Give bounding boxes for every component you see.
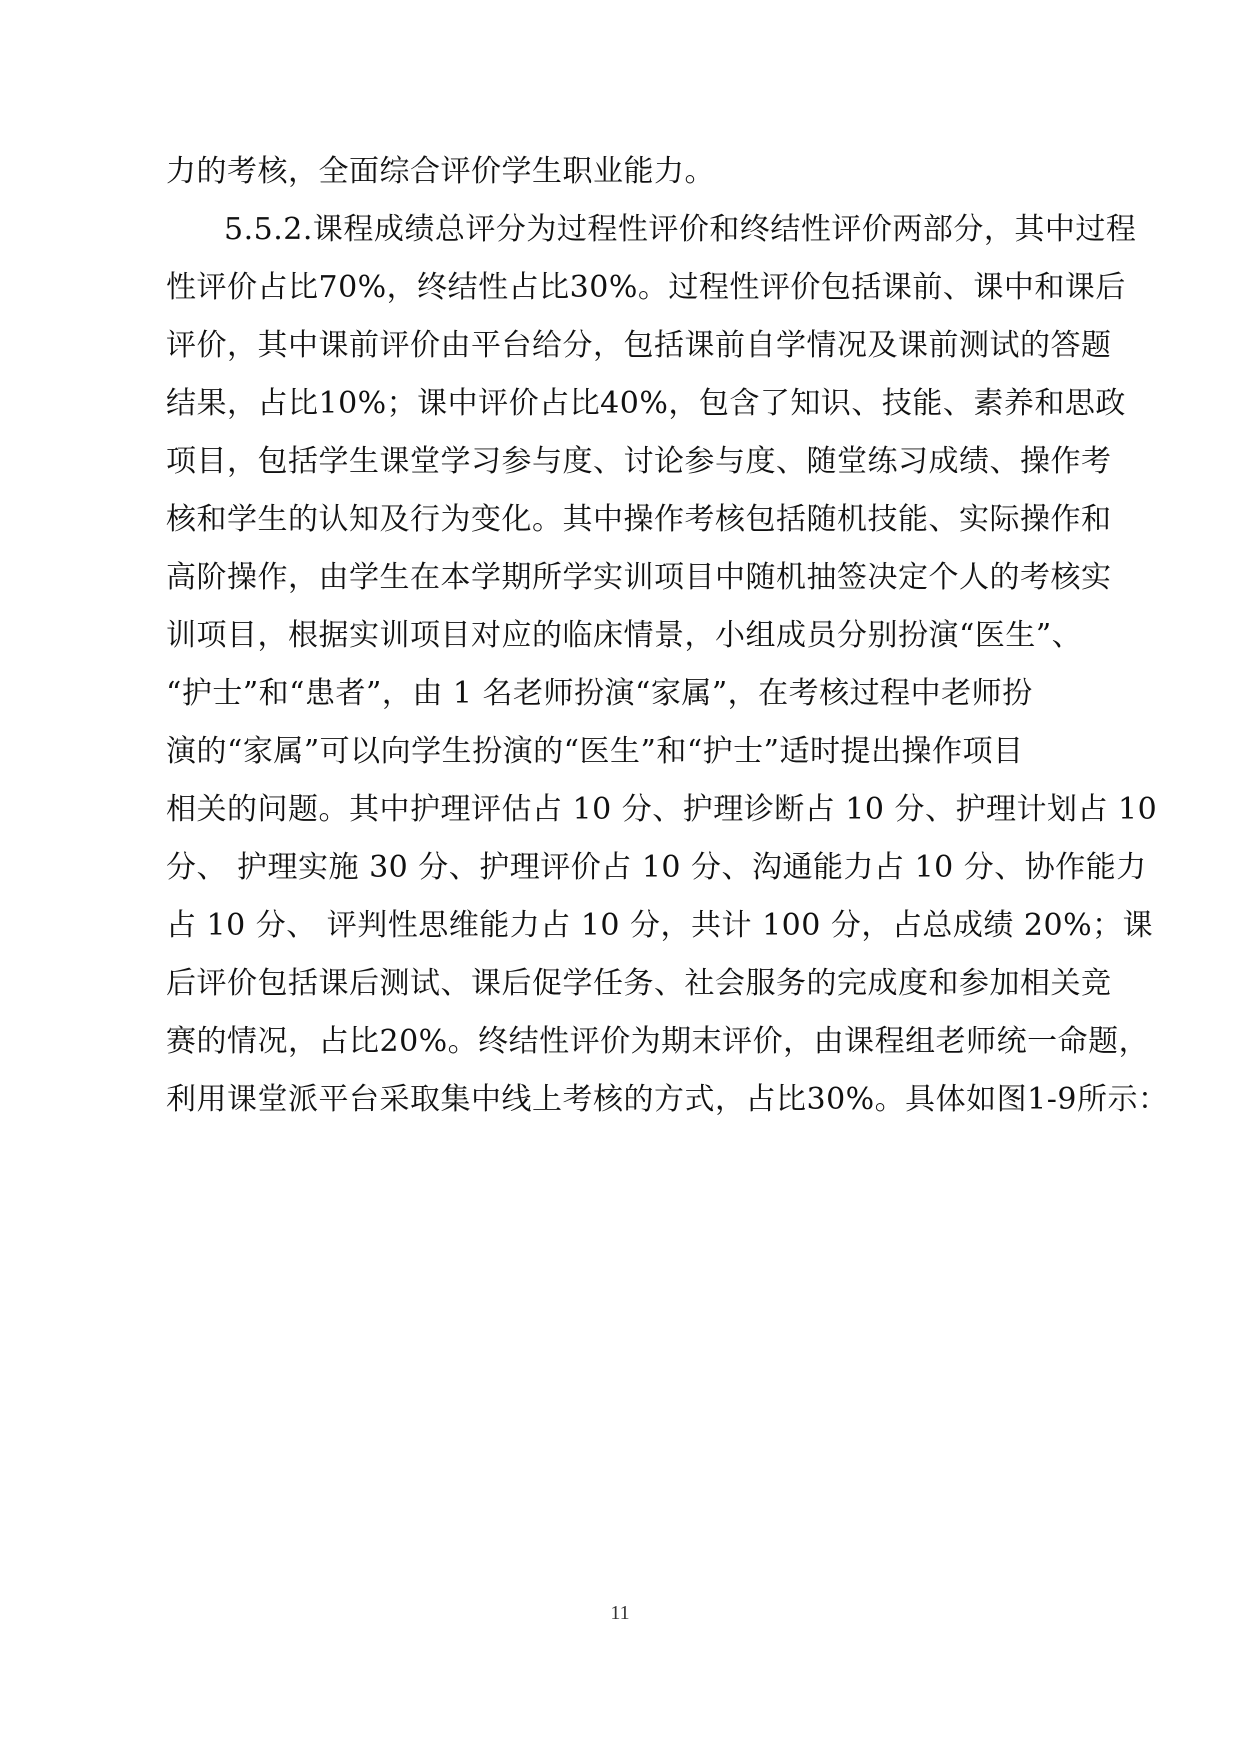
paragraph-start-line: 5.5.2.课程成绩总评分为过程性评价和终结性评价两部分，其中过程 — [224, 212, 1137, 247]
text-line: 赛的情况，占比20%。终结性评价为期末评价，由课程组老师统一命题， — [166, 1024, 1150, 1059]
text-line: 高阶操作，由学生在本学期所学实训项目中随机抽签决定个人的考核实 — [166, 560, 1112, 595]
text-line: 性评价占比70%，终结性占比30%。过程性评价包括课前、课中和课后 — [166, 270, 1126, 305]
text-line: 训项目，根据实训项目对应的临床情景，小组成员分别扮演“医生”、 — [166, 618, 1083, 653]
text-line: 项目，包括学生课堂学习参与度、讨论参与度、随堂练习成绩、操作考 — [166, 444, 1112, 479]
text-line: 分、 护理实施 30 分、护理评价占 10 分、沟通能力占 10 分、协作能力 — [166, 850, 1147, 885]
text-line: 核和学生的认知及行为变化。其中操作考核包括随机技能、实际操作和 — [166, 502, 1112, 537]
text-line: 占 10 分、 评判性思维能力占 10 分，共计 100 分，占总成绩 20%；课 — [166, 908, 1154, 943]
text-line: 后评价包括课后测试、课后促学任务、社会服务的完成度和参加相关竞 — [166, 966, 1112, 1001]
text-line: 评价，其中课前评价由平台给分，包括课前自学情况及课前测试的答题 — [166, 328, 1112, 363]
text-line: 利用课堂派平台采取集中线上考核的方式，占比30%。具体如图1-9所示： — [166, 1082, 1169, 1117]
text-line: 结果，占比10%；课中评价占比40%，包含了知识、技能、素养和思政 — [166, 386, 1126, 421]
text-line: 力的考核，全面综合评价学生职业能力。 — [166, 154, 715, 189]
text-line: 相关的问题。其中护理评估占 10 分、护理诊断占 10 分、护理计划占 10 — [166, 792, 1158, 827]
page-number: 11 — [610, 1602, 630, 1624]
text-line: “护士”和“患者”，由 1 名老师扮演“家属”，在考核过程中老师扮 — [166, 676, 1033, 711]
body-text — [166, 143, 1169, 1129]
text-line: 演的“家属”可以向学生扮演的“医生”和“护士”适时提出操作项目 — [166, 734, 1024, 769]
